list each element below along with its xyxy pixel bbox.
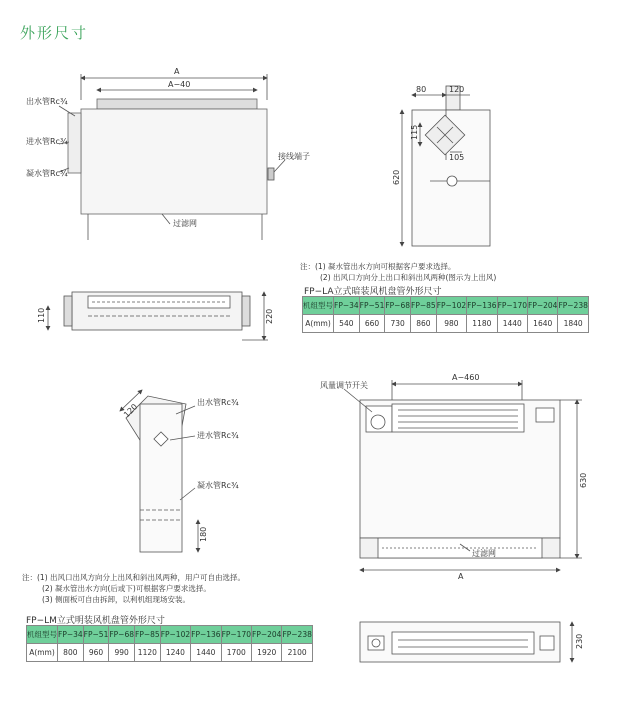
table-cell: FP−34 — [58, 626, 84, 644]
table-cell: 1240 — [160, 644, 190, 662]
lm-top-view — [360, 622, 572, 662]
table-cell: FP−85 — [411, 297, 437, 315]
table-cell: 800 — [58, 644, 84, 662]
table-cell: 1700 — [221, 644, 251, 662]
table-cell: 730 — [385, 315, 411, 333]
section-title: 外形尺寸 — [20, 24, 89, 42]
la-dim-220: 220 — [265, 308, 274, 324]
table-cell: 1640 — [528, 315, 558, 333]
la-label-a40: A−40 — [168, 80, 191, 89]
table-row — [303, 297, 589, 315]
table-cell: A(mm) — [27, 644, 58, 662]
table-cell: FP−170 — [497, 297, 527, 315]
lm-label-outlet: 出水管Rc¾ — [197, 398, 239, 407]
lm-label-a460: A−460 — [452, 373, 480, 382]
la-label-inlet: 进水管Rc¾ — [26, 137, 68, 146]
lm-label-damper: 风量调节开关 — [320, 381, 368, 390]
lm-note-1: 注：(1) 出风口出风方向分上出风和斜出风两种，用户可自由选择。 — [22, 573, 246, 582]
table-row — [27, 626, 313, 644]
la-label-drain: 凝水管Rc¾ — [26, 169, 68, 178]
la-label-terminal: 接线端子 — [278, 152, 310, 161]
table-cell: A(mm) — [303, 315, 334, 333]
lm-dim-630: 630 — [579, 472, 588, 488]
table-cell: FP−51 — [359, 297, 385, 315]
lm-label-inlet: 进水管Rc¾ — [197, 431, 239, 440]
table-cell: 1440 — [497, 315, 527, 333]
table-cell: FP−136 — [191, 626, 221, 644]
table-cell: FP−68 — [109, 626, 135, 644]
la-spec-table — [302, 296, 589, 333]
table-cell: 1180 — [467, 315, 497, 333]
lm-spec-table — [26, 625, 313, 662]
table-cell: 机组型号 — [27, 626, 58, 644]
lm-note-3: (3) 侧面板可自由拆卸，以利机组现场安装。 — [42, 595, 191, 604]
table-cell: 1840 — [558, 315, 588, 333]
table-cell: 1440 — [191, 644, 221, 662]
la-dim-115: 115 — [410, 124, 419, 140]
lm-dim-230: 230 — [575, 633, 584, 649]
table-cell: FP−68 — [385, 297, 411, 315]
la-label-a: A — [174, 67, 180, 76]
lm-label-drain: 凝水管Rc¾ — [197, 481, 239, 490]
la-label-outlet: 出水管Rc¾ — [26, 97, 68, 106]
la-label-filter: 过滤网 — [173, 219, 197, 228]
table-row — [303, 315, 589, 333]
table-cell: FP−204 — [252, 626, 282, 644]
table-cell: 990 — [109, 644, 135, 662]
table-cell: FP−238 — [282, 626, 312, 644]
la-side-view — [402, 86, 490, 246]
la-note-1: 注：(1) 凝水管出水方向可根据客户要求选择。 — [300, 262, 456, 271]
lm-label-filter: 过滤网 — [472, 549, 496, 558]
la-top-view — [48, 292, 268, 340]
lm-table-title: FP−LM立式明装风机盘管外形尺寸 — [26, 616, 165, 626]
la-dim-110: 110 — [37, 307, 46, 323]
table-cell: FP−170 — [221, 626, 251, 644]
table-cell: FP−238 — [558, 297, 588, 315]
table-cell: FP−34 — [334, 297, 360, 315]
table-cell: FP−85 — [135, 626, 161, 644]
table-cell: 2100 — [282, 644, 312, 662]
lm-dim-180: 180 — [199, 526, 208, 542]
table-cell: FP−102 — [436, 297, 466, 315]
la-note-2: (2) 出风口方向分上出口和斜出风两种(图示为上出风) — [320, 273, 497, 282]
table-cell: 机组型号 — [303, 297, 334, 315]
lm-note-2: (2) 凝水管出水方向(后或下)可根据客户要求选择。 — [42, 584, 211, 593]
table-cell: FP−102 — [160, 626, 190, 644]
la-dim-120: 120 — [449, 85, 465, 94]
table-cell: 960 — [83, 644, 109, 662]
la-dim-620: 620 — [392, 169, 401, 185]
table-cell: FP−204 — [528, 297, 558, 315]
table-cell: FP−51 — [83, 626, 109, 644]
lm-label-a: A — [458, 572, 464, 581]
table-cell: 980 — [436, 315, 466, 333]
table-cell: 860 — [411, 315, 437, 333]
table-cell: 660 — [359, 315, 385, 333]
table-cell: 1120 — [135, 644, 161, 662]
lm-dim-120: 120 — [122, 402, 140, 420]
table-cell: FP−136 — [467, 297, 497, 315]
la-table-title: FP−LA立式暗装风机盘管外形尺寸 — [304, 287, 442, 297]
la-front-view — [59, 74, 285, 240]
table-row — [27, 644, 313, 662]
table-cell: 540 — [334, 315, 360, 333]
lm-front-view — [344, 380, 582, 570]
la-dim-80: 80 — [416, 85, 427, 94]
table-cell: 1920 — [252, 644, 282, 662]
la-dim-105: 105 — [449, 153, 465, 162]
